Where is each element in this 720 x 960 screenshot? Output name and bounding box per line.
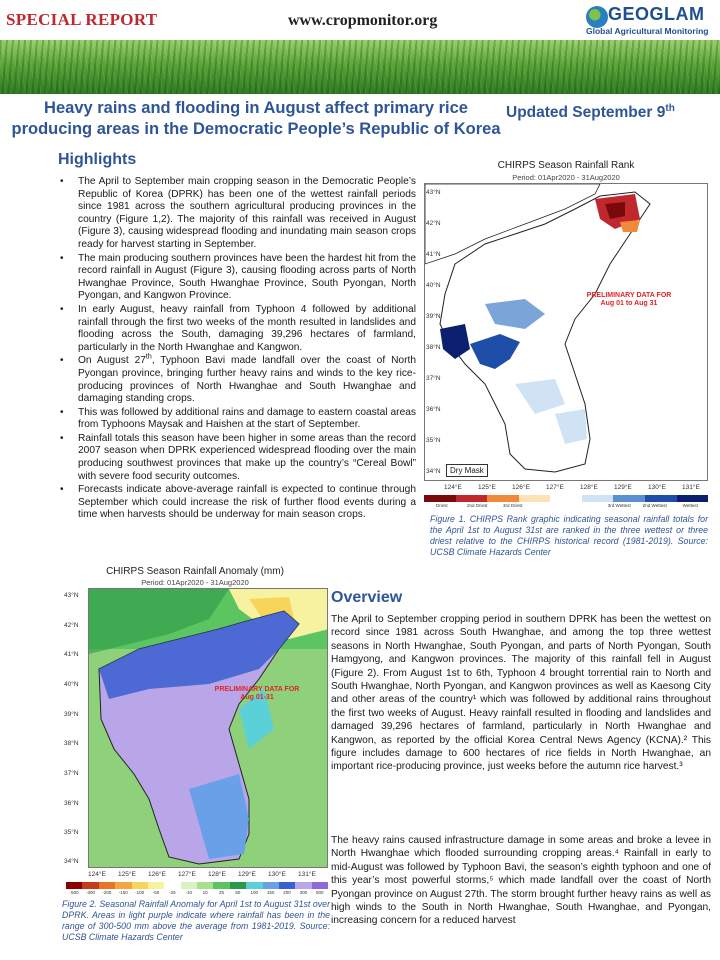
rank-colorbar-swatch — [456, 495, 488, 502]
anomaly-colorbar-label: -200 — [102, 890, 112, 895]
bavi-sup: th — [145, 353, 152, 361]
f1-lat-label: 35°N — [426, 437, 441, 444]
highlights-heading: Highlights — [58, 151, 137, 168]
updated-date — [506, 104, 675, 122]
rank-colorbar-label — [531, 503, 567, 508]
anomaly-colorbar-swatch — [99, 882, 115, 889]
f1-lon-label: 125°E — [478, 484, 496, 491]
figure-2-rainfall-anomaly — [62, 562, 328, 952]
f2-lat-label: 40°N — [64, 681, 79, 688]
highlight-item: • The main producing southern provinces have been the hardest hit from the record rainfall in August (Figure 3), causing flooding across parts of North Hwanghae Province, South Hwanghae Province, South Pyongan, North Pyongan, and Kangwon Province. — [56, 253, 416, 303]
anomaly-colorbar-label: 200 — [283, 890, 291, 895]
f2-preliminary-note — [202, 686, 312, 702]
anomaly-colorbar-label: -300 — [86, 890, 96, 895]
f2-prelim-line2: Aug 01-31 — [240, 694, 274, 701]
f2-lon-label: 124°E — [88, 871, 106, 878]
report-title: Heavy rains and flooding in August affect primary rice producing areas in the Democratic People’s Republic of Korea — [11, 99, 501, 138]
anomaly-colorbar-swatch — [246, 882, 262, 889]
banner-image — [0, 40, 720, 94]
anomaly-colorbar-label: 150 — [266, 890, 275, 895]
f1-lat-label: 34°N — [426, 468, 441, 475]
f1-lat-label: 43°N — [426, 189, 441, 196]
figure-2-title: CHIRPS Season Rainfall Anomaly (mm) — [106, 566, 284, 577]
geoglam-logo — [586, 4, 716, 38]
anomaly-colorbar-label: 100 — [250, 890, 259, 895]
anomaly-colorbar-swatch — [197, 882, 213, 889]
website-link[interactable]: www.cropmonitor.org — [288, 12, 438, 29]
f1-lon-label: 126°E — [512, 484, 530, 491]
f2-lat-label: 42°N — [64, 622, 79, 629]
rank-colorbar-labels — [424, 503, 708, 508]
rank-colorbar-swatch — [613, 495, 645, 502]
highlight-item: • In early August, heavy rainfall from Typhoon 4 followed by additional rainfall through the first two weeks of the month resulted in landslides and flooding across the South, damaging 39,296 hectares of farmland, particularly in the North Hwanghae and Kangwon. — [56, 304, 416, 354]
anomaly-colorbar-swatch — [181, 882, 197, 889]
figure-1-caption: Figure 1. CHIRPS Rank graphic indicating seasonal rainfall totals for the April 1st to August 31st are ranked in the three wettest or three driest relative to the CHIRPS historical record (1981-2019). Source: UCSB Climate Hazards Center — [430, 514, 708, 557]
dry-mask-legend: Dry Mask — [446, 464, 488, 477]
f1-lon-label: 131°E — [682, 484, 700, 491]
bavi-after: , Typhoon Bavi made landfall over the coast of North Pyongan province, bringing further heavy rains and winds to the key rice-producing provinces of North Hwanghae and South Hwanghae and damaging standing crops. — [78, 355, 416, 405]
f1-lon-label: 128°E — [580, 484, 598, 491]
rank-colorbar-label: 3rd Wettest — [607, 503, 631, 508]
rank-colorbar-label: Wettest — [682, 503, 698, 508]
anomaly-colorbar-swatch — [295, 882, 311, 889]
rank-colorbar-swatch — [519, 495, 551, 502]
rank-colorbar-swatch — [677, 495, 709, 502]
f1-prelim-line1: PRELIMINARY DATA FOR — [586, 292, 672, 299]
special-report-label: SPECIAL REPORT — [6, 10, 158, 29]
anomaly-colorbar-label: -500 — [69, 890, 79, 895]
overview-paragraph-2: The heavy rains caused infrastructure damage in some areas and broke a levee in North Hwanghae which flooded surrounding cropping areas.⁴ Rainfall in early to mid-August was followed by Typhoon Bavi, the season’s eighth typhoon and one of this year’s most powerful storms,⁵ which made landfall over the coast of North Pyongan province on August 27th. The storm brought further heavy rains as well as high winds to the South in North Hwanghae, South Hwanghae, and Pyongan, increasing concern for a reduced harvest — [331, 835, 711, 927]
figure-1-map — [424, 183, 708, 481]
anomaly-colorbar-swatch — [213, 882, 229, 889]
logo-name: GEOGLAM — [608, 4, 705, 24]
anomaly-colorbar-swatch — [164, 882, 180, 889]
anomaly-colorbar-swatch — [115, 882, 131, 889]
figure-2-caption: Figure 2. Seasonal Rainfall Anomaly for April 1st to August 31st over DPRK. Areas in light purple indicate where rainfall has been in the range of 300-500 mm above the average from 1981-2019. Source: UCSB Climate Hazards Center — [62, 899, 330, 942]
f1-lat-label: 36°N — [426, 406, 441, 413]
rank-colorbar-label: 2nd Driest — [466, 503, 488, 508]
rank-colorbar-swatch — [582, 495, 614, 502]
f1-lat-label: 38°N — [426, 344, 441, 351]
f2-lon-label: 131°E — [298, 871, 316, 878]
rank-colorbar-label: 3rd Driest — [502, 503, 523, 508]
anomaly-colorbar-label: -150 — [118, 890, 128, 895]
anomaly-colorbar — [66, 882, 328, 889]
f1-lon-label: 127°E — [546, 484, 564, 491]
anomaly-colorbar-swatch — [66, 882, 82, 889]
anomaly-colorbar-label: 25 — [219, 890, 225, 895]
f2-lon-label: 127°E — [178, 871, 196, 878]
rank-colorbar-swatch — [424, 495, 456, 502]
anomaly-colorbar-swatch — [263, 882, 279, 889]
highlights-list — [56, 176, 416, 523]
bavi-before: On August 27 — [78, 355, 146, 367]
logo-subtitle: Global Agricultural Monitoring — [586, 26, 709, 36]
updated-text: Updated September 9 — [506, 104, 666, 121]
f2-lon-label: 125°E — [118, 871, 136, 878]
f1-lat-label: 41°N — [426, 251, 441, 258]
updated-suffix: th — [665, 102, 675, 114]
f1-lat-label: 37°N — [426, 375, 441, 382]
f2-lat-label: 39°N — [64, 711, 79, 718]
anomaly-colorbar-label: -10 — [185, 890, 193, 895]
f1-prelim-line2: Aug 01 to Aug 31 — [600, 300, 658, 307]
highlight-item: • Rainfall totals this season have been higher in some areas than the record 2007 season when DPRK experienced widespread flooding over the main producing southwest provinces that make up the country’s “Cereal Bowl” with severe food security outcomes. — [56, 433, 416, 483]
f1-preliminary-note — [574, 292, 684, 308]
globe-icon — [586, 6, 608, 28]
f1-lon-label: 130°E — [648, 484, 666, 491]
rank-colorbar-label — [566, 503, 602, 508]
anomaly-colorbar-swatch — [132, 882, 148, 889]
anomaly-colorbar-swatch — [148, 882, 164, 889]
highlight-item: • This was followed by additional rains and damage to eastern coastal areas from Typhoons Maysak and Haishen at the start of September. — [56, 407, 416, 432]
f2-lon-label: 130°E — [268, 871, 286, 878]
anomaly-colorbar-label: 300 — [299, 890, 308, 895]
anomaly-colorbar-label: 50 — [235, 890, 241, 895]
highlight-item: • Forecasts indicate above-average rainfall is expected to continue through September which could increase the risk of further flood events during a time when harvests should be underway for main season crops. — [56, 484, 416, 522]
f2-lat-label: 34°N — [64, 858, 79, 865]
f2-lat-label: 36°N — [64, 800, 79, 807]
f1-lat-label: 42°N — [426, 220, 441, 227]
korea-rank-map — [425, 184, 708, 481]
f2-lat-label: 43°N — [64, 592, 79, 599]
rank-colorbar-swatch — [550, 495, 582, 502]
rank-colorbar — [424, 495, 708, 502]
f2-lat-label: 37°N — [64, 770, 79, 777]
anomaly-colorbar-swatch — [279, 882, 295, 889]
overview-paragraph-1: The April to September cropping period in southern DPRK has been the wettest on record since 1981 across South Hwanghae, and among the top three wettest seasons in North Hwanghae, South Pyongan, and parts of North Pyongan, South Hamgyong, and Kangwon provinces. The majority of this rainfall fell in August (Figure 2). From August 1st to 6th, Typhoon 4 brought torrential rain to North and South Hwanghae, North Pyongan, and Kangwon provinces as well as Kaesong City and other areas of the country¹ which was followed by additional rains throughout the first two weeks of August. Heavy rainfall resulted in flooding and landslides and damaged 39,296 hectares of farmland, particularly in North Hwanghae and Kangwon, as reported by the official Korea Central News Agency (KCNA).² This figure includes damage to 600 hectares of rice fields in North Hwanghae, an important rice-producing province, just weeks before the autumn rice harvest.³ — [331, 614, 711, 773]
f2-prelim-line1: PRELIMINARY DATA FOR — [214, 686, 300, 693]
highlight-item: • The April to September main cropping season in the Democratic People’s Republic of Korea (DPRK) has been one of the wettest rainfall periods since 1981 across the southern agricultural producing provinces in the country (Figure 1,2). The majority of this rainfall was received in August (Figure 3), causing widespread flooding and inundating main season crops ready for harvest starting in September. — [56, 176, 416, 252]
figure-1-title: CHIRPS Season Rainfall Rank — [497, 160, 635, 171]
f1-lat-label: 39°N — [426, 313, 441, 320]
f1-lat-label: 40°N — [426, 282, 441, 289]
f1-lon-label: 124°E — [444, 484, 462, 491]
f2-lat-label: 38°N — [64, 740, 79, 747]
f1-lon-label: 129°E — [614, 484, 632, 491]
rank-colorbar-label: Driest — [435, 503, 448, 508]
anomaly-colorbar-swatch — [82, 882, 98, 889]
figure-1-period: Period: 01Apr2020 - 31Aug2020 — [512, 173, 620, 182]
anomaly-colorbar-label: -100 — [135, 890, 145, 895]
overview-heading: Overview — [331, 589, 403, 606]
rank-colorbar-swatch — [487, 495, 519, 502]
f2-lon-label: 126°E — [148, 871, 166, 878]
report-header — [0, 0, 720, 40]
anomaly-colorbar-label: -25 — [169, 890, 176, 895]
anomaly-colorbar-swatch — [230, 882, 246, 889]
figure-2-period: Period: 01Apr2020 - 31Aug2020 — [141, 578, 249, 587]
f2-lat-label: 35°N — [64, 829, 79, 836]
f2-lat-label: 41°N — [64, 651, 79, 658]
f2-lon-label: 129°E — [238, 871, 256, 878]
anomaly-colorbar-labels — [66, 890, 328, 895]
highlight-item — [56, 355, 416, 405]
figure-2-map — [88, 588, 328, 868]
anomaly-colorbar-label: 500 — [316, 890, 324, 895]
anomaly-colorbar-label: -50 — [152, 890, 160, 895]
korea-anomaly-map — [89, 589, 328, 868]
f2-lon-label: 128°E — [208, 871, 226, 878]
rank-colorbar-swatch — [645, 495, 677, 502]
rank-colorbar-label: 2nd Wettest — [642, 503, 667, 508]
figure-1-rainfall-rank — [424, 158, 708, 508]
anomaly-colorbar-swatch — [312, 882, 328, 889]
anomaly-colorbar-label: 10 — [202, 890, 208, 895]
